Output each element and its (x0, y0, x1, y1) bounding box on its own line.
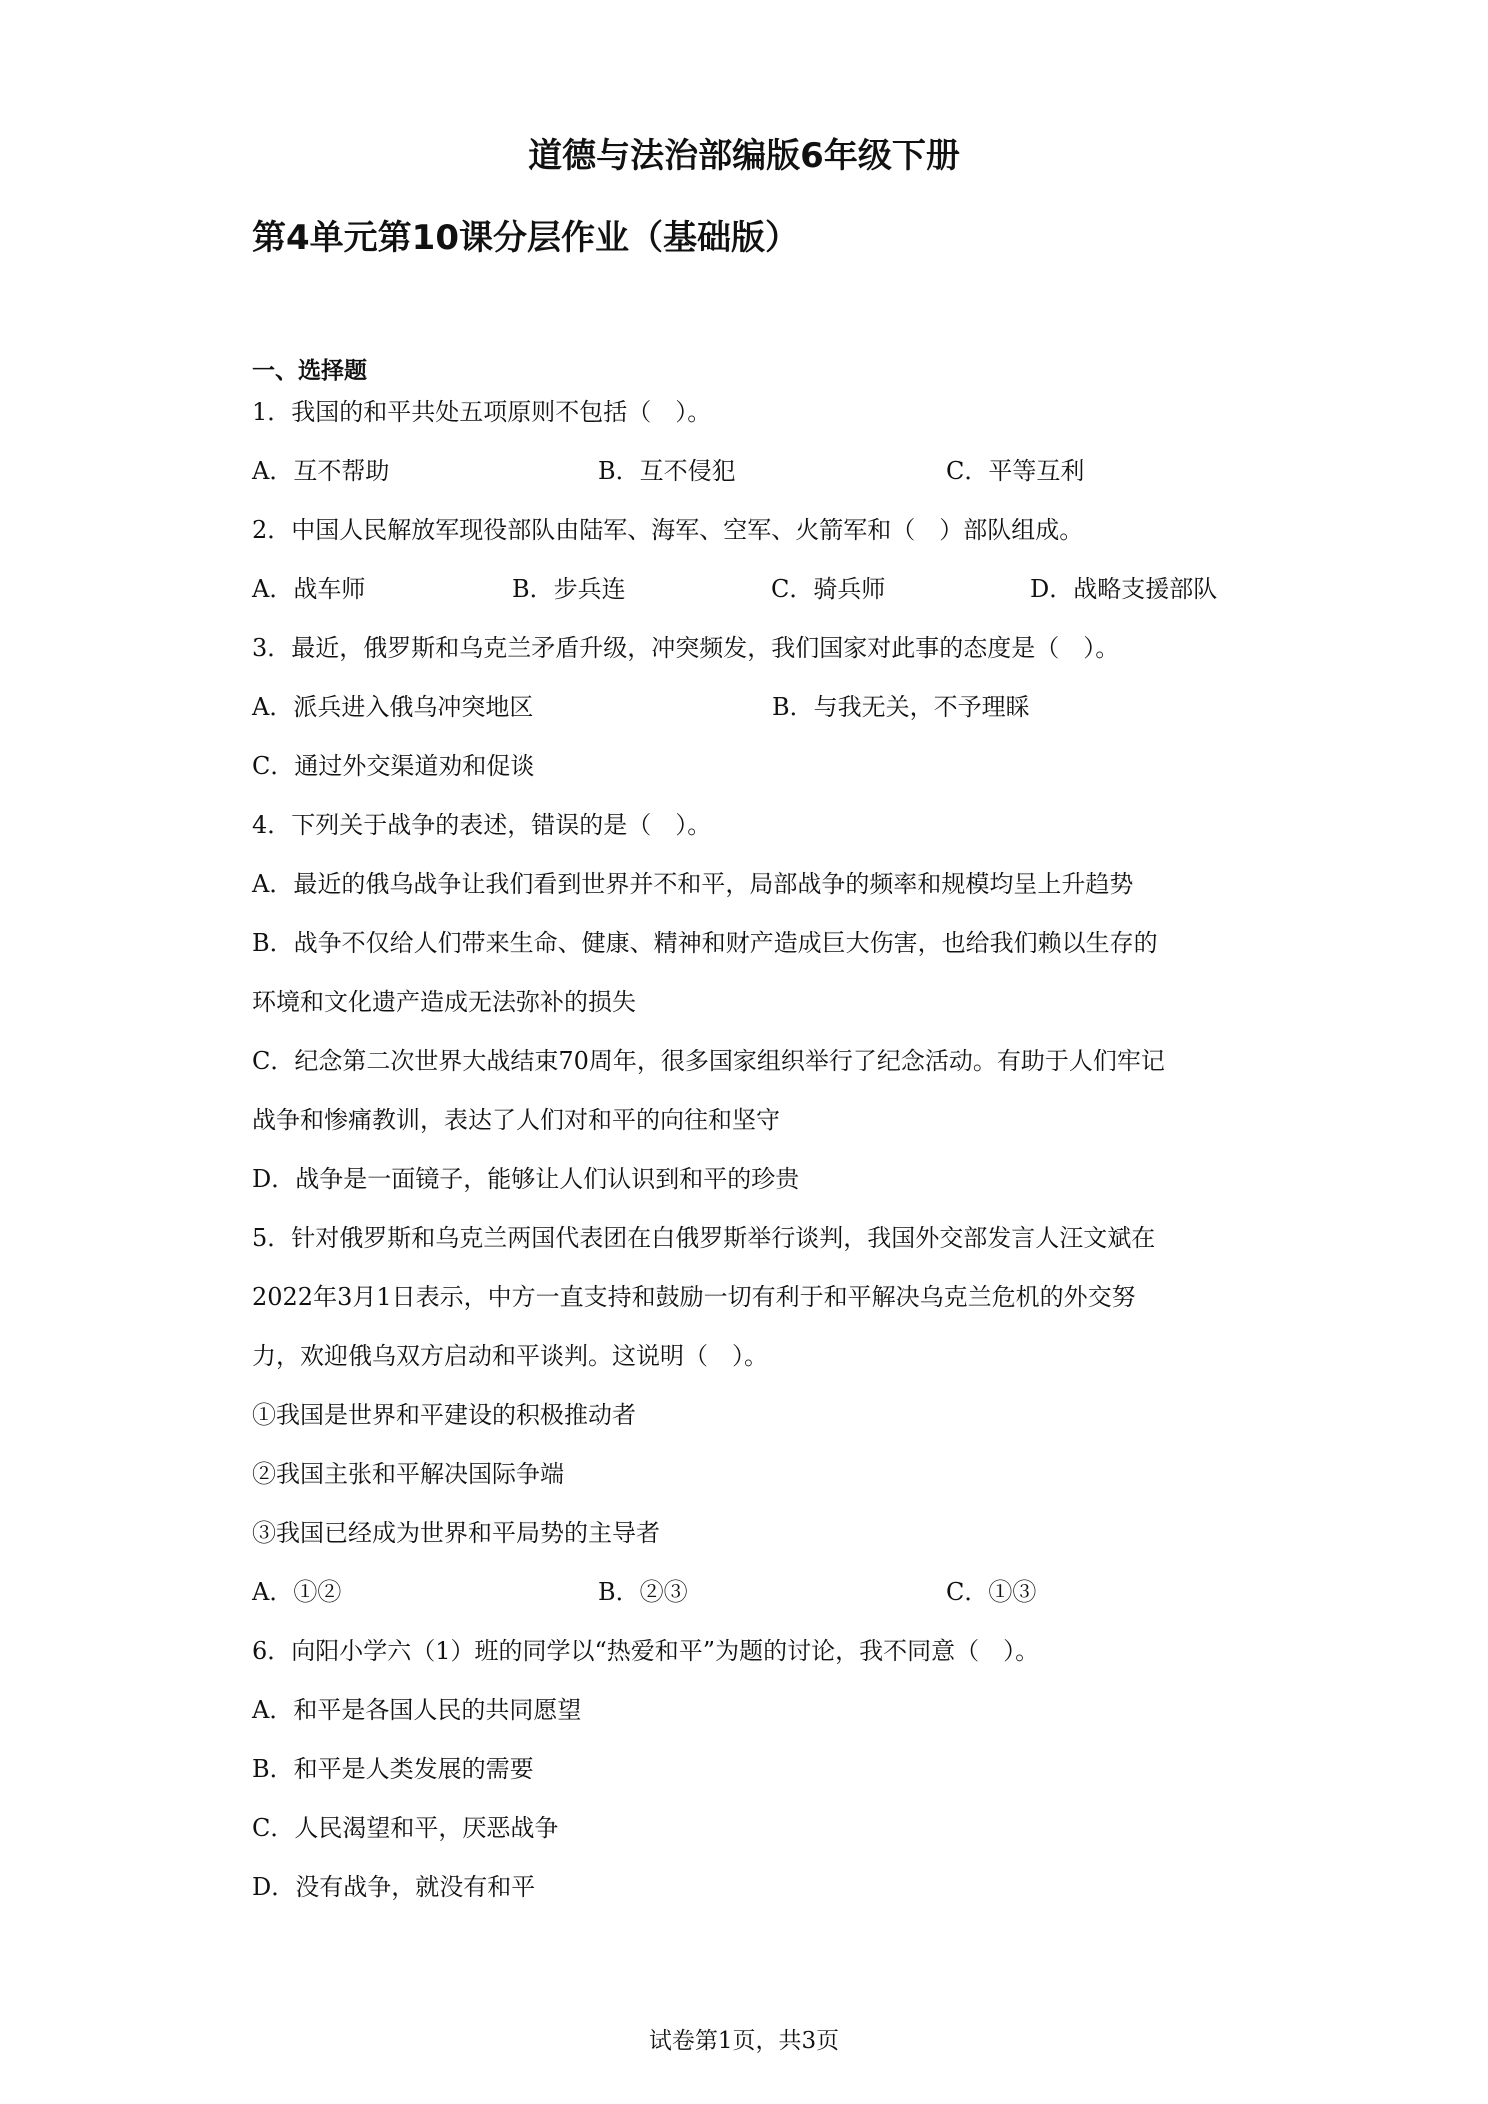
statement-1: ①我国是世界和平建设的积极推动者 (252, 1401, 636, 1429)
option-c: C．人民渴望和平，厌恶战争 (252, 1814, 559, 1842)
option-c: C．平等互利 (946, 457, 1085, 485)
option-a: A．和平是各国人民的共同愿望 (252, 1696, 582, 1724)
option-c: C．骑兵师 (771, 575, 886, 603)
question-stem: 5．针对俄罗斯和乌克兰两国代表团在白俄罗斯举行谈判，我国外交部发言人汪文斌在 (252, 1224, 1156, 1252)
option-a: A．①② (252, 1578, 342, 1606)
option-a: A．互不帮助 (252, 457, 390, 485)
page-subtitle: 第4单元第10课分层作业（基础版） (252, 218, 799, 258)
option-b: B．与我无关，不予理睬 (772, 693, 1030, 721)
question-stem: 3．最近，俄罗斯和乌克兰矛盾升级，冲突频发，我们国家对此事的态度是（ ）。 (252, 634, 1120, 662)
question-stem: 2．中国人民解放军现役部队由陆军、海军、空军、火箭军和（ ）部队组成。 (252, 516, 1084, 544)
option-b-continued: 环境和文化遗产造成无法弥补的损失 (252, 988, 636, 1016)
option-b: B．和平是人类发展的需要 (252, 1755, 534, 1783)
option-d: D．没有战争，就没有和平 (252, 1873, 536, 1901)
question-stem-continued: 2022年3月1日表示，中方一直支持和鼓励一切有利于和平解决乌克兰危机的外交努 (252, 1283, 1136, 1311)
question-stem: 4．下列关于战争的表述，错误的是（ ）。 (252, 811, 712, 839)
option-b: B．互不侵犯 (598, 457, 736, 485)
option-a: A．战车师 (252, 575, 366, 603)
option-c-continued: 战争和惨痛教训，表达了人们对和平的向往和坚守 (252, 1106, 780, 1134)
statement-2: ②我国主张和平解决国际争端 (252, 1460, 564, 1488)
option-d: D．战略支援部队 (1030, 575, 1218, 603)
option-c: C．①③ (946, 1578, 1037, 1606)
question-stem-continued: 力，欢迎俄乌双方启动和平谈判。这说明（ ）。 (252, 1342, 768, 1370)
page-footer: 试卷第1页，共3页 (648, 2028, 840, 2054)
option-a: A．最近的俄乌战争让我们看到世界并不和平，局部战争的频率和规模均呈上升趋势 (252, 870, 1134, 898)
option-c: C．通过外交渠道劝和促谈 (252, 752, 535, 780)
option-c: C．纪念第二次世界大战结束70周年，很多国家组织举行了纪念活动。有助于人们牢记 (252, 1047, 1165, 1075)
page-title: 道德与法治部编版6年级下册 (528, 136, 960, 176)
option-d: D．战争是一面镜子，能够让人们认识到和平的珍贵 (252, 1165, 800, 1193)
statement-3: ③我国已经成为世界和平局势的主导者 (252, 1519, 660, 1547)
option-a: A．派兵进入俄乌冲突地区 (252, 693, 534, 721)
option-b: B．步兵连 (512, 575, 626, 603)
question-stem: 6．向阳小学六（1）班的同学以“热爱和平”为题的讨论，我不同意（ ）。 (252, 1637, 1040, 1665)
option-b: B．②③ (598, 1578, 688, 1606)
question-stem: 1．我国的和平共处五项原则不包括（ ）。 (252, 398, 712, 426)
option-b: B．战争不仅给人们带来生命、健康、精神和财产造成巨大伤害，也给我们赖以生存的 (252, 929, 1158, 957)
section-heading: 一、选择题 (252, 358, 367, 384)
